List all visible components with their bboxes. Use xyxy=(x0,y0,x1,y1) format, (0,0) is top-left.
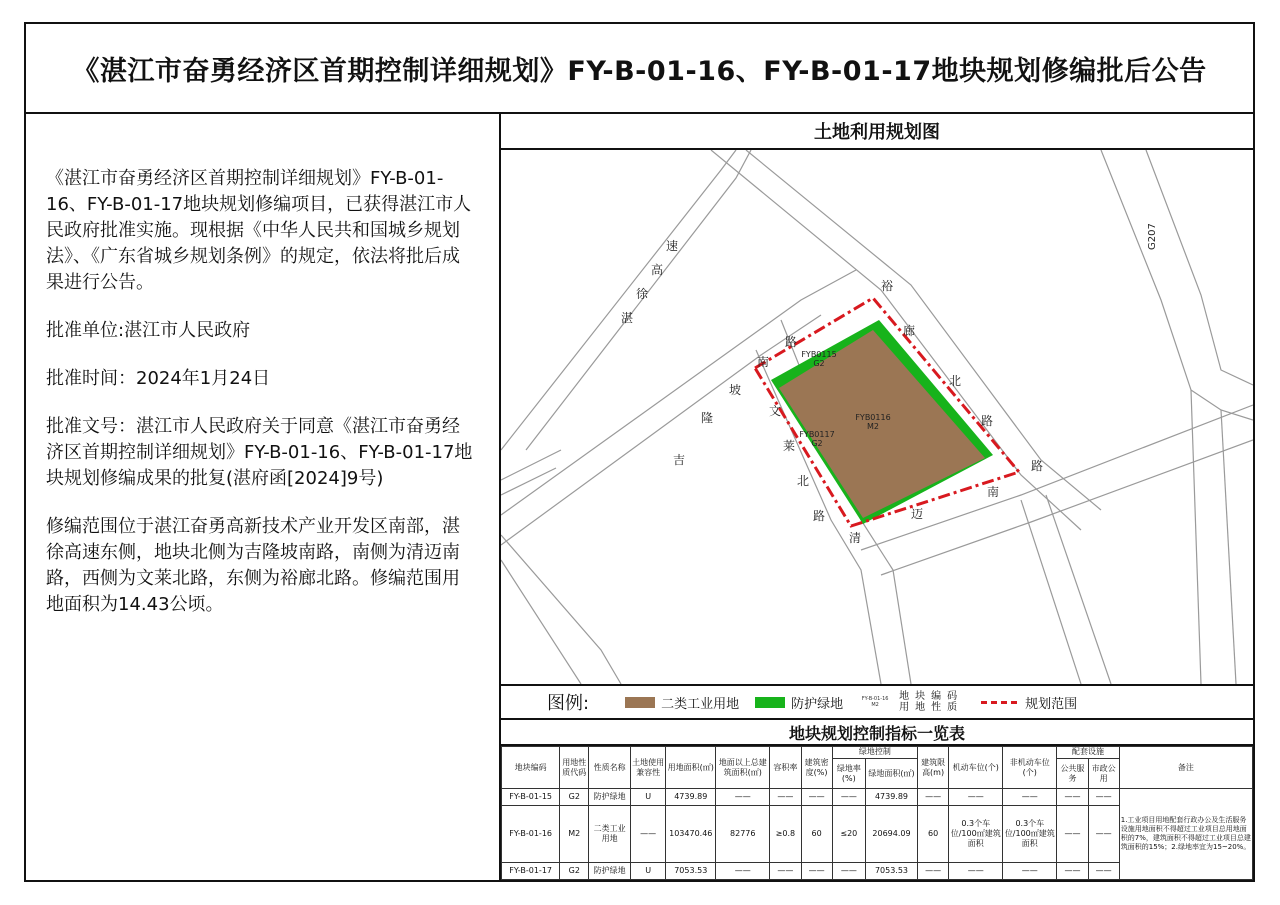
wenlai-label-4: 路 xyxy=(813,509,826,523)
cell-green-area: 4739.89 xyxy=(865,789,917,806)
cell-fac-public: —— xyxy=(1057,806,1088,862)
jilongpo-label-3: 坡 xyxy=(729,383,742,397)
cell-car: —— xyxy=(949,862,1003,879)
legend-industrial-label: 二类工业用地 xyxy=(661,696,740,712)
legend-title: 图例: xyxy=(547,693,590,714)
legend-boundary-label: 规划范围 xyxy=(1025,696,1078,712)
th-use-code: 用地性质代码 xyxy=(560,747,589,789)
cell-green-area: 7053.53 xyxy=(865,862,917,879)
yulang-label-2: 廊 xyxy=(903,324,916,338)
cell-code: FY-B-01-17 xyxy=(502,862,560,879)
cell-area: 103470.46 xyxy=(666,806,716,862)
cell-bike: —— xyxy=(1003,862,1057,879)
table-row xyxy=(502,789,1253,806)
cell-car: —— xyxy=(949,789,1003,806)
th-car: 机动车位(个) xyxy=(949,747,1003,789)
map-legend xyxy=(501,684,1253,720)
jilongpo-label-2: 隆 xyxy=(701,411,714,425)
th-fac-municipal: 市政公用 xyxy=(1088,758,1119,788)
cell-fac-municipal: —— xyxy=(1088,862,1119,879)
th-green-area: 绿地面积(㎡) xyxy=(865,758,917,788)
g207-label: G207 xyxy=(1147,223,1158,250)
cell-code: FY-B-01-16 xyxy=(502,806,560,862)
cell-far: —— xyxy=(770,789,801,806)
header xyxy=(26,24,1253,114)
cell-bike: —— xyxy=(1003,789,1057,806)
cell-fac-public: —— xyxy=(1057,789,1088,806)
plan-panel xyxy=(501,114,1253,880)
parcel-fyb0117-use: G2 xyxy=(811,439,823,448)
jilongpo-label-5: 路 xyxy=(785,335,798,349)
cell-use-name: 防护绿地 xyxy=(589,789,631,806)
approval-doc-paragraph: 批准文号：湛江市人民政府关于同意《湛江市奋勇经济区首期控制详细规划》FY-B-01-16、FY-B-01-17地块规划修编成果的批复(湛府函[2024]9号) xyxy=(46,416,473,489)
notice-text-panel xyxy=(26,114,501,880)
table-title: 地块规划控制指标一览表 xyxy=(501,720,1253,746)
legend-code-label-bottom: 用地性质 xyxy=(899,702,964,713)
qingmai-label-2: 迈 xyxy=(911,507,924,521)
g207-edge-east xyxy=(1146,150,1253,385)
g207-edge-west xyxy=(1101,150,1253,420)
cell-use-name: 二类工业用地 xyxy=(589,806,631,862)
approver-line: 批准单位:湛江市人民政府 xyxy=(46,320,251,341)
legend-code-labels xyxy=(899,691,963,713)
cell-floor-area: —— xyxy=(716,789,770,806)
cell-use-code: G2 xyxy=(560,789,589,806)
cell-compat: U xyxy=(630,862,665,879)
th-green-group: 绿地控制 xyxy=(832,747,917,759)
cell-compat: U xyxy=(630,789,665,806)
page-title: 《湛江市奋勇经济区首期控制详细规划》FY-B-01-16、FY-B-01-17地块规划修编批后公告 xyxy=(72,55,1207,87)
notice-frame xyxy=(24,22,1255,882)
control-index-table xyxy=(501,746,1253,880)
cell-code: FY-B-01-15 xyxy=(502,789,560,806)
cell-bike: 0.3个车位/100㎡建筑面积 xyxy=(1003,806,1057,862)
expressway-label-3: 高 xyxy=(651,263,664,277)
legend-green-label: 防护绿地 xyxy=(791,696,844,712)
wenlai-label-3: 北 xyxy=(797,474,810,488)
cell-remark: 1.工业项目用地配套行政办公及生活服务设施用地面积不得超过工业项目总用地面积的7%，建筑面积不得超过工业项目总建筑面积的15%；2.绿地率宜为15~20%。 xyxy=(1119,789,1252,880)
cell-green-area: 20694.09 xyxy=(865,806,917,862)
cell-fac-municipal: —— xyxy=(1088,789,1119,806)
th-area: 用地面积(㎡) xyxy=(666,747,716,789)
cell-height: —— xyxy=(917,789,948,806)
cell-fac-public: —— xyxy=(1057,862,1088,879)
th-use-name: 性质名称 xyxy=(589,747,631,789)
cell-far: —— xyxy=(770,862,801,879)
cell-green-rate: —— xyxy=(832,789,865,806)
cell-density: —— xyxy=(801,862,832,879)
industrial-swatch xyxy=(625,697,655,708)
qingmai-label-4: 路 xyxy=(1031,459,1044,473)
expressway-edge-west xyxy=(501,150,736,450)
cell-far: ≥0.8 xyxy=(770,806,801,862)
wenlai-label-1: 文 xyxy=(769,404,782,418)
expressway-label-2: 徐 xyxy=(636,287,649,301)
cell-green-rate: —— xyxy=(832,862,865,879)
green-swatch xyxy=(755,697,785,708)
cell-density: —— xyxy=(801,789,832,806)
th-floor-area: 地面以上总建筑面积(㎡) xyxy=(716,747,770,789)
cell-fac-municipal: —— xyxy=(1088,806,1119,862)
scope-paragraph: 修编范围位于湛江奋勇高新技术产业开发区南部，湛徐高速东侧，地块北侧为吉隆坡南路，南侧为清迈南路，西侧为文莱北路，东侧为裕廊北路。修编范围用地面积为14.43公顷。 xyxy=(46,516,460,615)
map-title: 土地利用规划图 xyxy=(501,114,1253,150)
expressway-label-4: 速 xyxy=(666,239,679,253)
cell-use-code: M2 xyxy=(560,806,589,862)
parcel-fyb0116-use: M2 xyxy=(867,422,879,431)
th-bike: 非机动车位(个) xyxy=(1003,747,1057,789)
qingmai-label-1: 清 xyxy=(849,531,862,545)
land-use-map-svg xyxy=(501,150,1253,684)
cell-floor-area: —— xyxy=(716,862,770,879)
th-green-rate: 绿地率(%) xyxy=(832,758,865,788)
cell-density: 60 xyxy=(801,806,832,862)
expressway-label-1: 湛 xyxy=(621,311,634,325)
th-density: 建筑密度(%) xyxy=(801,747,832,789)
th-height: 建筑限高(m) xyxy=(917,747,948,789)
approval-date-line: 批准时间：2024年1月24日 xyxy=(46,368,271,389)
parcel-fyb0117-code: FYB0117 xyxy=(799,430,835,439)
cell-use-code: G2 xyxy=(560,862,589,879)
parcel-fyb0116-code: FYB0116 xyxy=(855,413,891,422)
cell-car: 0.3个车位/100㎡建筑面积 xyxy=(949,806,1003,862)
legend-code-label-top: 地块编码 xyxy=(899,691,964,702)
cell-use-name: 防护绿地 xyxy=(589,862,631,879)
jilongpo-road-edge-south xyxy=(501,315,821,545)
th-fac-public: 公共服务 xyxy=(1057,758,1088,788)
qingmai-label-3: 南 xyxy=(987,485,1000,499)
parcel-fyb0115-code: FYB0115 xyxy=(801,350,837,359)
th-fac-group: 配套设施 xyxy=(1057,747,1119,759)
cell-height: 60 xyxy=(917,806,948,862)
th-compat: 土地使用兼容性 xyxy=(630,747,665,789)
jilongpo-label-1: 吉 xyxy=(673,453,686,467)
th-code: 地块编码 xyxy=(502,747,560,789)
cell-compat: —— xyxy=(630,806,665,862)
th-far: 容积率 xyxy=(770,747,801,789)
land-use-map xyxy=(501,150,1253,684)
cell-floor-area: 82776 xyxy=(716,806,770,862)
legend-code-sample: FY-B-01-16 M2 xyxy=(861,696,889,708)
cell-height: —— xyxy=(917,862,948,879)
th-remark: 备注 xyxy=(1119,747,1252,789)
yulang-label-1: 裕 xyxy=(881,279,894,293)
yulang-label-4: 路 xyxy=(981,414,994,428)
wenlai-label-2: 莱 xyxy=(783,439,796,453)
intro-paragraph: 《湛江市奋勇经济区首期控制详细规划》FY-B-01-16、FY-B-01-17地块规划修编项目，已获得湛江市人民政府批准实施。现根据《中华人民共和国城乡规划法》、《广东省城乡规划条例》的规定，依法将批后成果进行公告。 xyxy=(46,168,472,293)
yulang-label-3: 北 xyxy=(949,374,962,388)
parcel-fyb0115-use: G2 xyxy=(813,359,825,368)
cell-area: 4739.89 xyxy=(666,789,716,806)
boundary-swatch xyxy=(981,701,1017,704)
cell-green-rate: ≤20 xyxy=(832,806,865,862)
cell-area: 7053.53 xyxy=(666,862,716,879)
jilongpo-label-4: 南 xyxy=(757,355,770,369)
